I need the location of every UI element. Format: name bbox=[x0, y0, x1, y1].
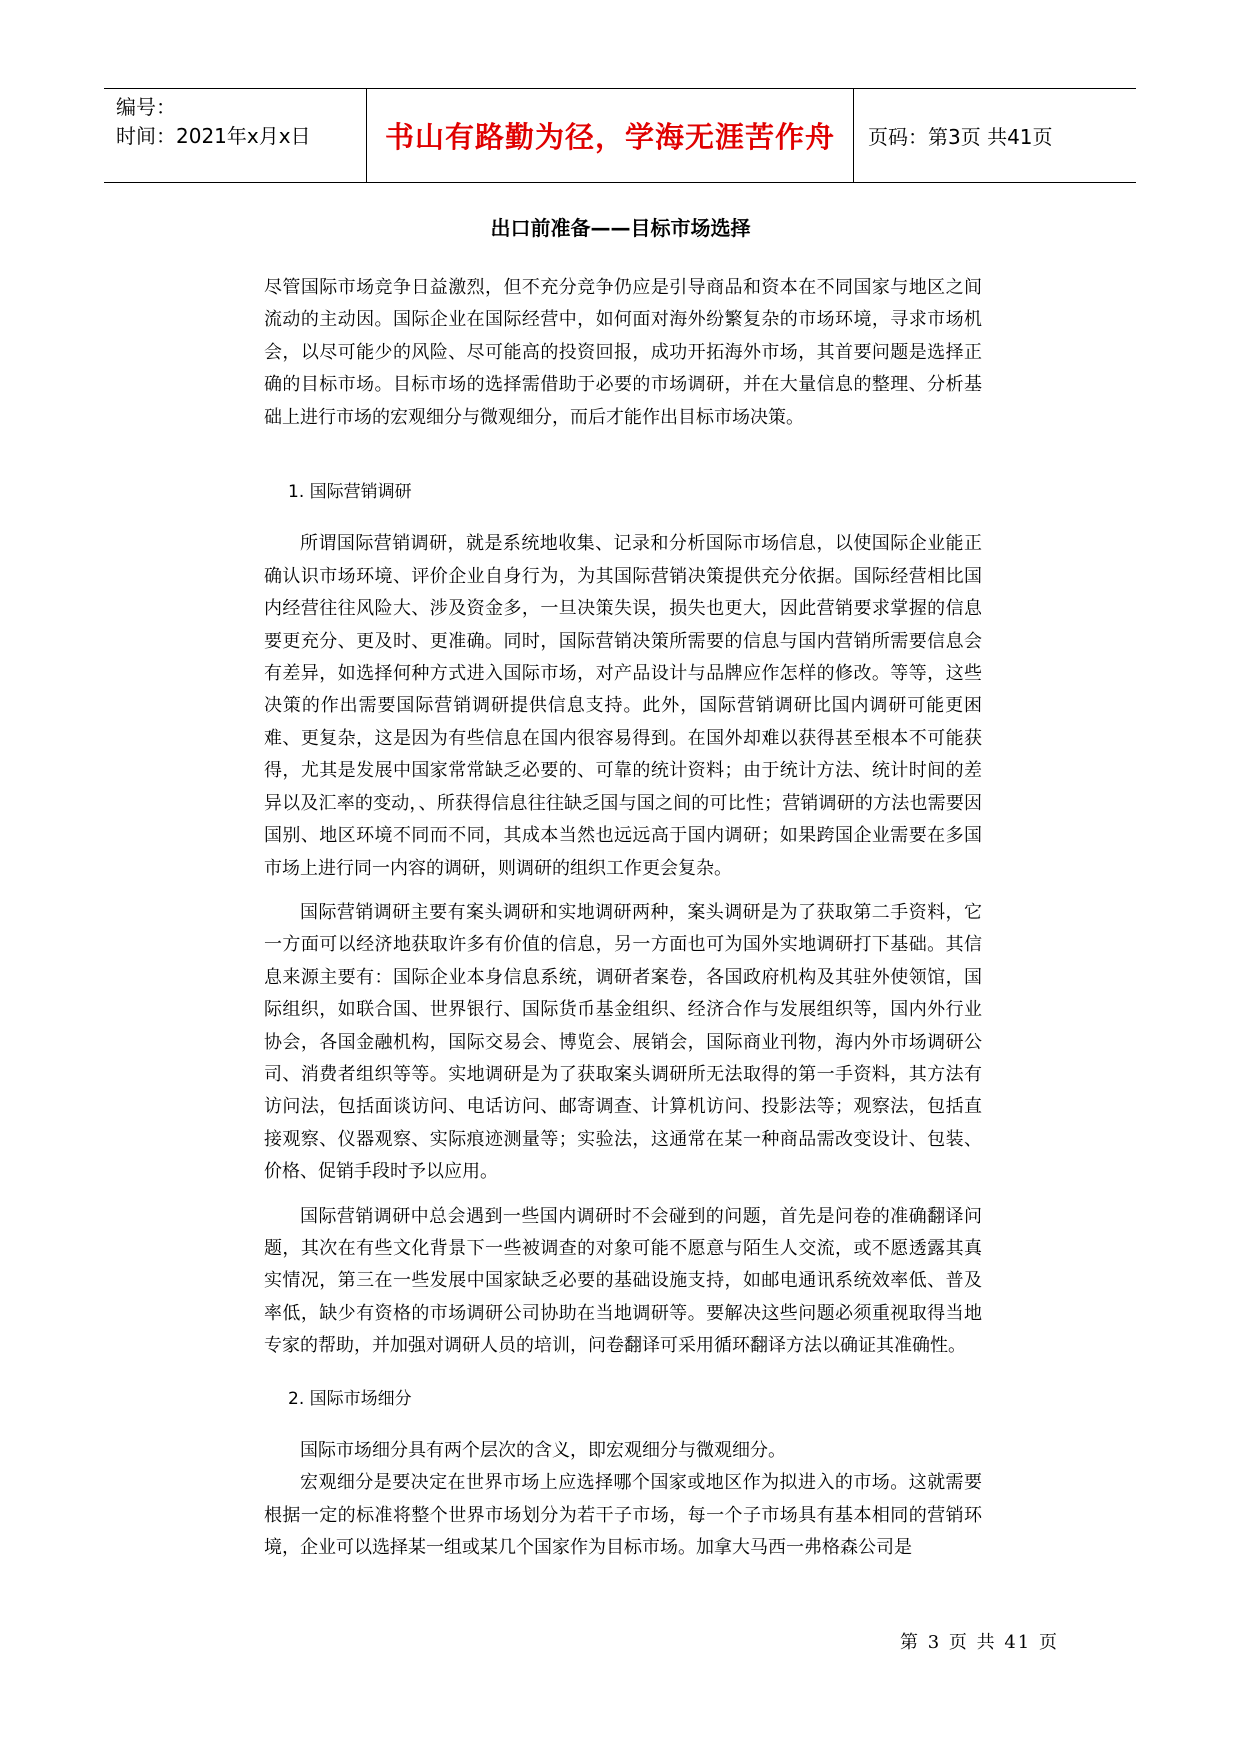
document-number-label: 编号： bbox=[116, 95, 176, 119]
paragraph-research-problems: 国际营销调研中总会遇到一些国内调研时不会碰到的问题，首先是问卷的准确翻译问题，其次在有些文化背景下一些被调查的对象可能不愿意与陌生人交流，或不愿透露其真实情况，第三在一些发展中国家缺乏必要的基础设施支持，如邮电通讯系统效率低、普及率低，缺少有资格的市场调研公司协助在当地调研等。要解决这些问题必须重视取得当地专家的帮助，并加强对调研人员的培训，问卷翻译可采用循环翻译方法以确证其准确性。 bbox=[264, 1205, 982, 1357]
paragraph-research-definition: 所谓国际营销调研，就是系统地收集、记录和分析国际市场信息，以使国际企业能正确认识市场环境、评价企业自身行为，为其国际营销决策提供充分依据。国际经营相比国内经营往往风险大、涉及资金多，一旦决策失误，损失也更大，因此营销要求掌握的信息要更充分、更及时、更准确。同时，国际营销决策所需要的信息与国内营销所需要信息会有差异，如选择何种方式进入国际市场，对产品设计与品牌应作怎样的修改。等等，这些决策的作出需要国际营销调研提供信息支持。此外，国际营销调研比国内调研可能更困难、更复杂，这是因为有些信息在国内很容易得到。在国外却难以获得甚至根本不可能获得，尤其是发展中国家常常缺乏必要的、可靠的统计资料；由于统计方法、统计时间的差异以及汇率的变动，、所获得信息往往缺乏国与国之间的可比性；营销调研的方法也需要因国别、地区环境不同而不同，其成本当然也远远高于国内调研；如果跨国企业需要在多国市场上进行同一内容的调研，则调研的组织工作更会复杂。 bbox=[264, 533, 982, 879]
intro-paragraph: 尽管国际市场竞争日益激烈，但不充分竞争仍应是引导商品和资本在不同国家与地区之间流动的主动因。国际企业在国际经营中，如何面对海外纷繁复杂的市场环境，寻求市场机会，以尽可能少的风险、尽可能高的投资回报，成功开拓海外市场，其首要问题是选择正确的目标市场。目标市场的选择需借助于必要的市场调研，并在大量信息的整理、分析基础上进行市场的宏观细分与微观细分，而后才能作出目标市场决策。 bbox=[264, 277, 982, 428]
document-title: 出口前准备——目标市场选择 bbox=[490, 216, 751, 240]
section-heading-2: 2. 国际市场细分 bbox=[288, 1388, 412, 1409]
page-header bbox=[104, 88, 1136, 183]
paragraph-macro-segmentation: 宏观细分是要决定在世界市场上应选择哪个国家或地区作为拟进入的市场。这就需要根据一定的标准将整个世界市场划分为若干子市场，每一个子市场具有基本相同的营销环境，企业可以选择某一组或某几个国家作为目标市场。加拿大马西一弗格森公司是 bbox=[264, 1472, 982, 1559]
header-page-info: 页码：第3页 共41页 bbox=[868, 125, 1053, 149]
paragraph-research-types: 国际营销调研主要有案头调研和实地调研两种，案头调研是为了获取第二手资料，它一方面可以经济地获取许多有价值的信息，另一方面也可为国外实地调研打下基础。其信息来源主要有：国际企业本身信息系统，调研者案卷，各国政府机构及其驻外使领馆，国际组织，如联合国、世界银行、国际货币基金组织、经济合作与发展组织等，国内外行业协会，各国金融机构，国际交易会、博览会、展销会，国际商业刊物，海内外市场调研公司、消费者组织等等。实地调研是为了获取案头调研所无法取得的第一手资料，其方法有访问法，包括面谈访问、电话访问、邮寄调查、计算机访问、投影法等；观察法，包括直接观察、仪器观察、实际痕迹测量等；实验法，这通常在某一种商品需改变设计、包装、价格、促销手段时予以应用。 bbox=[264, 901, 982, 1183]
paragraph-segmentation-levels: 国际市场细分具有两个层次的含义，即宏观细分与微观细分。 bbox=[300, 1440, 786, 1461]
page-footer: 第 3 页 共 41 页 bbox=[900, 1632, 1059, 1653]
document-body bbox=[264, 272, 982, 1565]
section-heading-1: 1. 国际营销调研 bbox=[288, 482, 412, 503]
header-meta bbox=[104, 89, 366, 182]
document-time-label: 时间：2021年x月x日 bbox=[116, 124, 311, 148]
header-motto: 书山有路勤为径，学海无涯苦作舟 bbox=[366, 89, 854, 182]
